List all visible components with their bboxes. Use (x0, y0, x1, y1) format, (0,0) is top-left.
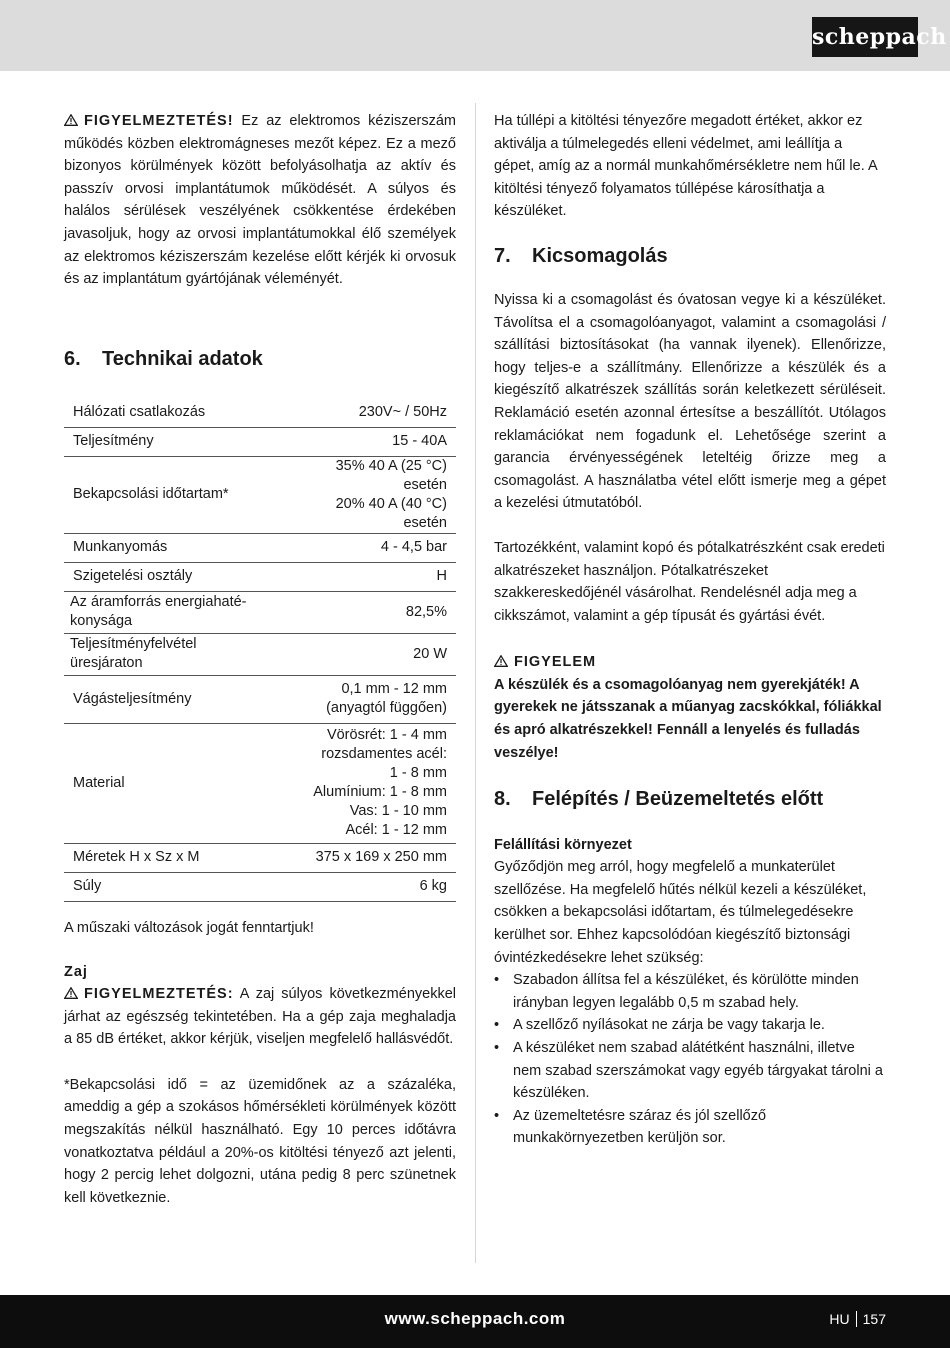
setup-bullet-list (494, 969, 886, 1150)
accessories-text: Tartozékként, valamint kopó és pótalkatrészként csak eredeti alkatrészeket használjon. Pótalkatrészeket szakkereskedőjénél vásárolhat. Rendelésnél adja meg a cikkszámot, valamint a gép típusát és gyártási évét. (494, 539, 885, 624)
spec-key: Az áramforrás energiahaté- konysága (64, 591, 283, 633)
spec-key: Súly (64, 872, 283, 901)
table-row (64, 872, 456, 901)
changes-note: A műszaki változások jogát fenntartjuk! (64, 919, 314, 936)
duty-cycle-note: *Bekapcsolási idő = az üzemidőnek az a százaléka, ameddig a gép a szokásos hőmérsékleti körülmények között megszakítás nélkül használható. Egy 10 perces időtávra vonatkoztatva például a 20%-os kitöltési tényező azt jelenti, hogy 2 percig lehet dolgozni, utána pedig 8 perc szünetnek kell következnie. (64, 1076, 456, 1206)
spec-key: Hálózati csatlakozás (64, 398, 283, 427)
table-row (64, 633, 456, 675)
spec-value: 0,1 mm - 12 mm (anyagtól függően) (283, 675, 456, 723)
list-item: • Az üzemeltetésre száraz és jól szellőző munkakörnyezetben kerüljön sor. (494, 1105, 886, 1150)
warning-label: FIGYELMEZTETÉS! (84, 113, 234, 129)
spec-value: Vörösrét: 1 - 4 mm rozsdamentes acél: 1 - 8 mm Alumínium: 1 - 8 mm Vas: 1 - 10 mm Acél: 1 - 12 mm (283, 723, 456, 843)
spec-value: H (283, 562, 456, 591)
spec-key: Méretek H x Sz x M (64, 843, 283, 872)
column-divider (475, 103, 476, 1263)
table-row (64, 843, 456, 872)
spec-value: 20 W (283, 633, 456, 675)
table-row (64, 456, 456, 533)
unpacking-text: Nyissa ki a csomagolást és óvatosan vegye ki a készüléket. Távolítsa el a csomagolóanyagot, valamint a csomagolási / szállítási biztosításokat (ha vannak ilyenek). Ellenőrizze, hogy teljes-e a szállítmány. Ellenőrizze a készülék és a kiegészítő alkatrészek szállítás során keletkezett sérüléseit. Reklamáció esetén azonnal értesítse a beszállítót. Utólagos reklamációkat nem fogadunk el. Lehetősége szerint a garancia érvényességének leteltéig őrizze meg a csomagolást. A használatba vétel előtt ismerje meg a gépet a kezelési útmutatóból. (494, 291, 886, 512)
footer-url[interactable]: www.scheppach.com (384, 1309, 566, 1328)
section-heading-setup: 8. Felépítés / Beüzemeltetés előtt (494, 788, 824, 811)
noise-heading: Zaj (64, 964, 88, 981)
warning-triangle-icon (64, 987, 78, 999)
section-heading-technical: 6. Technikai adatok (64, 348, 263, 370)
footer-bar (0, 1295, 950, 1348)
table-row (64, 723, 456, 843)
attention-label: FIGYELEM (514, 654, 597, 671)
warning-triangle-icon (494, 655, 508, 667)
setup-heading: Felállítási környezet (494, 837, 632, 854)
spec-key: Material (64, 723, 283, 843)
emf-warning (64, 110, 456, 330)
spec-value: 6 kg (283, 872, 456, 901)
attention-heading (494, 651, 886, 674)
list-item: • A szellőző nyílásokat ne zárja be vagy takarja le. (494, 1014, 886, 1037)
warning-label: FIGYELMEZTETÉS: (84, 986, 234, 1003)
spec-value: 4 - 4,5 bar (283, 533, 456, 562)
setup-text: Győződjön meg arról, hogy megfelelő a munkaterület szellőzése. Ha megfelelő hűtés nélkül kezeli a készüléket, csökken a bekapcsolási időtartam, és túlmelegedésekre kerülhet sor. Ehhez kapcsolódóan kiegészítő biztonsági óvintézkedésekre lehet szükség: (494, 859, 867, 966)
warning-triangle-icon (64, 114, 78, 126)
warning-text: A zaj súlyos következményekkel járhat az egészség tekintetében. Ha a gép zaja meghaladja a 85 dB értéket, akkor kérjük, viseljen megfelelő hallásvédőt. (64, 986, 456, 1048)
noise-warning (64, 983, 456, 1051)
spec-value: 230V~ / 50Hz (283, 398, 456, 427)
spec-value: 375 x 169 x 250 mm (283, 843, 456, 872)
table-row (64, 398, 456, 427)
spec-key: Munkanyomás (64, 533, 283, 562)
spec-value: 15 - 40A (283, 427, 456, 456)
table-row (64, 427, 456, 456)
left-column (64, 110, 456, 1209)
overload-text: Ha túllépi a kitöltési tényezőre megadott értéket, akkor ez aktiválja a túlmelegedés elleni védelmet, ami leállítja a gépet, amíg az a normál munkahőmérsékletre nem hűl le. A kitöltési tényező folyamatos túllépése károsíthatja a készüléket. (494, 113, 877, 220)
spec-key: Vágásteljesítmény (64, 675, 283, 723)
page-number: HU 157 (829, 1311, 886, 1327)
brand-logo: scheppach (812, 17, 918, 57)
table-row (64, 533, 456, 562)
attention-text: A készülék és a csomagolóanyag nem gyerekjáték! A gyerekek ne játsszanak a műanyag zacskókkal, fóliákkal és apró alkatrészekkel! Fennáll a lenyelés és fulladás veszélye! (494, 676, 882, 761)
header-bar (0, 0, 950, 71)
section-heading-unpacking: 7. Kicsomagolás (494, 244, 668, 267)
list-item: • A készüléket nem szabad alátétként használni, illetve nem szabad szerszámokat vagy egyéb tárgyakat tárolni a készüléken. (494, 1037, 886, 1105)
table-row (64, 591, 456, 633)
spec-key: Teljesítményfelvétel üresjáraton (64, 633, 283, 675)
spec-key: Szigetelési osztály (64, 562, 283, 591)
right-column (494, 110, 886, 1150)
spec-key: Bekapcsolási időtartam* (64, 456, 283, 533)
table-row (64, 562, 456, 591)
spec-table (64, 398, 456, 902)
spec-value: 35% 40 A (25 °C) esetén 20% 40 A (40 °C) esetén (283, 456, 456, 533)
spec-key: Teljesítmény (64, 427, 283, 456)
table-row (64, 675, 456, 723)
separator (856, 1311, 857, 1327)
list-item: • Szabadon állítsa fel a készüléket, és körülötte minden irányban legyen legalább 0,5 m szabad hely. (494, 969, 886, 1014)
warning-text: Ez az elektromos kéziszerszám működés közben elektromágneses mezőt képez. Ez a mező bizonyos körülmények között befolyásolhatja az aktív és passzív orvosi implantátumok működését. A súlyos és halálos sérülések veszélyének csökkentése érdekében javasoljuk, hogy az orvosi implantátumokkal élő személyek az elektromos kéziszerszám kezelése előtt kérjék ki orvosuk és az implantátum gyártójának véleményét. (64, 113, 456, 288)
spec-value: 82,5% (283, 591, 456, 633)
